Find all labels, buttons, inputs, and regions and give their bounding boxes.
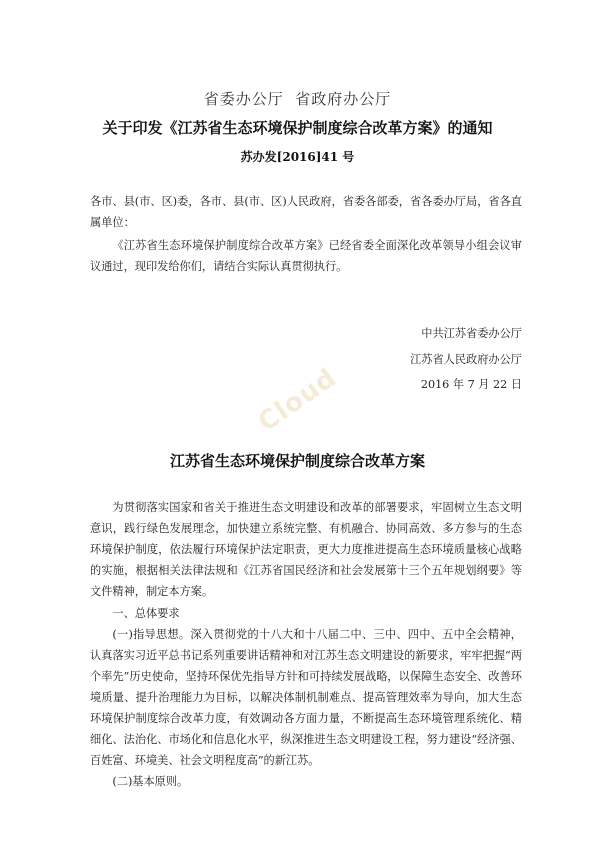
document-number: 苏办发[2016]41 号 xyxy=(240,150,355,164)
notice-body-paragraph: 《江苏省生态环境保护制度综合改革方案》已经省委全面深化改革领导小组会议审议通过，现印发给你们，请结合实际认真贯彻执行。 xyxy=(90,239,522,273)
signature-org-2: 江苏省人民政府办公厅 xyxy=(410,353,522,366)
section-heading-general-requirements: 一、总体要求 xyxy=(112,607,180,620)
watermark: Cloud xyxy=(252,362,343,438)
addressees-paragraph: 各市、县(市、区)委，各市、县(市、区)人民政府，省委各部委，省各委办厅局，省各直属单位： xyxy=(90,195,522,229)
guiding-thought-paragraph: (一)指导思想。深入贯彻党的十八大和十八届二中、三中、四中、五中全会精神，认真落实习近平总书记系列重要讲话精神和对江苏生态文明建设的新要求，牢牢把握“两个率先”历史使命，坚持环保优先指导方针和可持续发展战略，以保障生态安全、改善环境质量、提升治理能力为目标，以解决体制机制难点、提高管理效率为导向，加大生态环境保护制度综合改革力度，有效调动各方面力量，不断提高生态环境管理系统化、精细化、法治化、市场化和信息化水平，纵深推进生态文明建设工程，努力建设“经济强、百姓富、环境美、社会文明程度高”的新江苏。 xyxy=(90,628,522,767)
signature-date: 2016 年 7 月 22 日 xyxy=(420,378,522,391)
signature-org-1: 中共江苏省委办公厅 xyxy=(421,327,522,340)
plan-intro-paragraph: 为贯彻落实国家和省关于推进生态文明建设和改革的部署要求，牢固树立生态文明意识，践行绿色发展理念，加快建立系统完整、有机融合、协同高效、多方参与的生态环境保护制度，依法履行环境保护法定职责，更大力度推进提高生态环境质量核心战略的实施，根据相关法律法规和《江苏省国民经济和社会发展第十三个五年规划纲要》等文件精神，制定本方案。 xyxy=(90,501,522,598)
issuing-authority: 省委办公厅 省政府办公厅 xyxy=(203,90,392,108)
basic-principles-heading: (二)基本原则。 xyxy=(112,775,189,788)
plan-title: 江苏省生态环境保护制度综合改革方案 xyxy=(169,452,425,470)
notice-title: 关于印发《江苏省生态环境保护制度综合改革方案》的通知 xyxy=(102,119,493,137)
